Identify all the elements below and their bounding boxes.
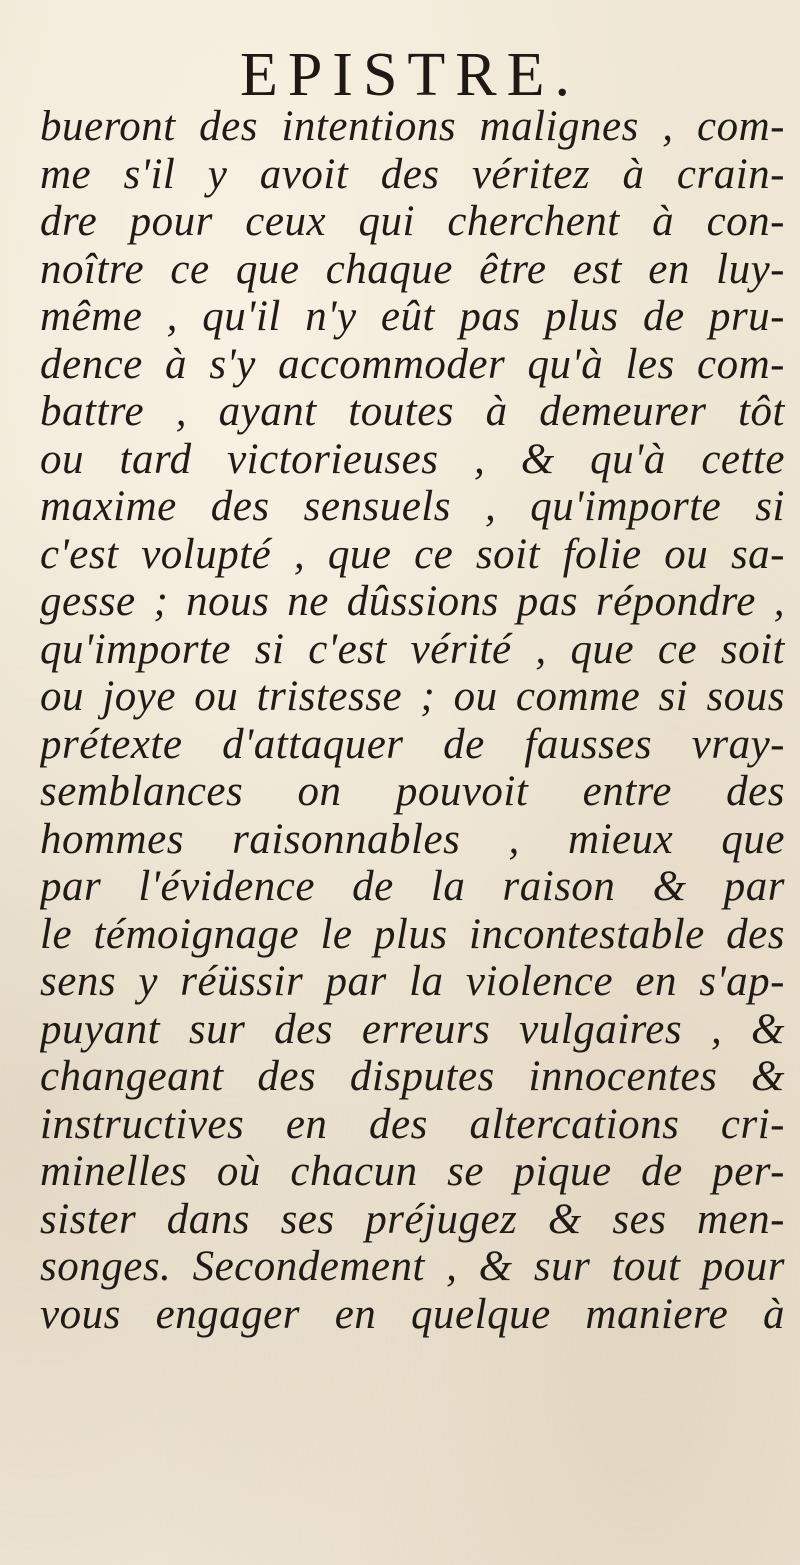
text-line: dre pour ceux qui cherchent à con-	[40, 198, 785, 245]
text-line: vous engager en quelque maniere à	[40, 1290, 785, 1338]
text-line: le témoignage le plus incontestable des	[40, 910, 785, 958]
text-line: ou joye ou tristesse ; ou comme si sous	[40, 673, 785, 720]
text-line: même , qu'il n'y eût pas plus de pru-	[40, 293, 785, 340]
text-line: par l'évidence de la raison & par	[40, 863, 785, 910]
text-line: instructives en des altercations cri-	[40, 1100, 785, 1148]
text-line: battre , ayant toutes à demeurer tôt	[40, 388, 785, 435]
text-line: sens y réüssir par la violence en s'ap-	[40, 958, 785, 1005]
text-line: sister dans ses préjugez & ses men-	[40, 1195, 785, 1243]
running-head: EPISTRE.	[239, 41, 581, 109]
text-line: semblances on pouvoit entre des	[40, 768, 785, 815]
text-line: noître ce que chaque être est en luy-	[40, 245, 785, 293]
text-line: qu'importe si c'est vérité , que ce soit	[40, 625, 785, 673]
text-line: hommes raisonnables , mieux que	[40, 815, 785, 863]
body-text	[40, 103, 785, 1338]
text-line: changeant des disputes innocentes &	[40, 1053, 785, 1100]
text-line: puyant sur des erreurs vulgaires , &	[40, 1005, 785, 1053]
text-line: bueront des intentions malignes , com-	[40, 103, 785, 150]
text-line: dence à s'y accommoder qu'à les com-	[40, 340, 785, 388]
text-line: prétexte d'attaquer de fausses vray-	[40, 720, 785, 768]
text-line: songes. Secondement , & sur tout pour	[40, 1243, 785, 1290]
text-line: gesse ; nous ne dûssions pas répondre ,	[40, 578, 785, 625]
text-line: me s'il y avoit des véritez à crain-	[40, 150, 785, 198]
text-line: c'est volupté , que ce soit folie ou sa-	[40, 530, 785, 578]
text-line: ou tard victorieuses , & qu'à cette	[40, 435, 785, 483]
text-line: minelles où chacun se pique de per-	[40, 1148, 785, 1195]
text-line: maxime des sensuels , qu'importe si	[40, 483, 785, 530]
